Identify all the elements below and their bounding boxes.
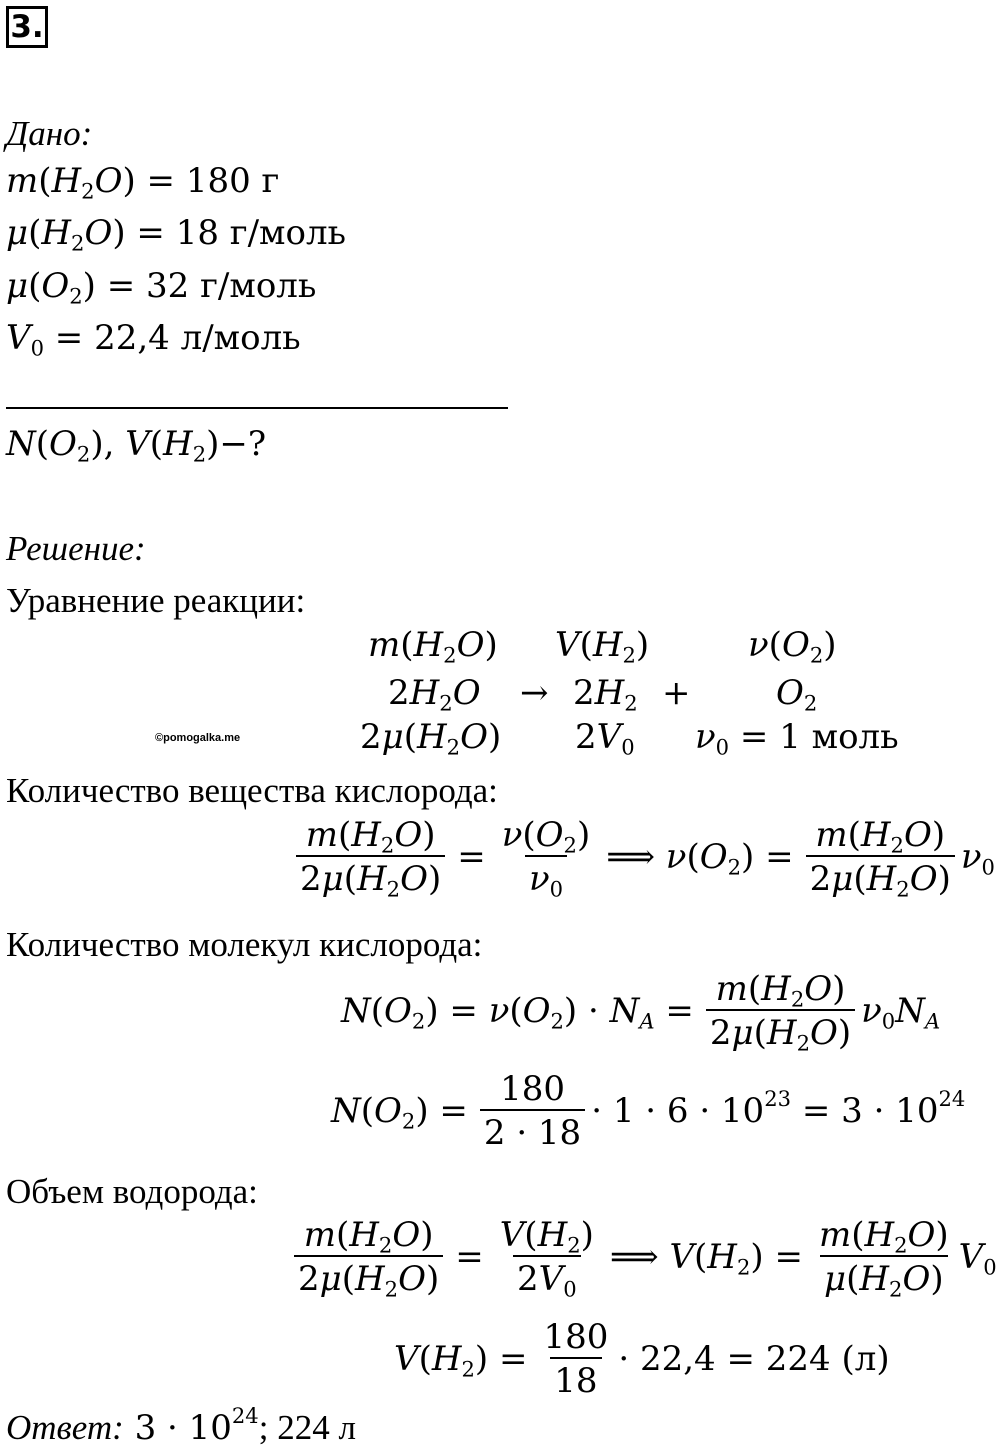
nu0-value: 1 моль: [779, 717, 899, 757]
reaction-product-h2: $2H_2$: [573, 673, 638, 716]
reaction-top-amount: $\nu(O_2)$: [748, 625, 837, 668]
molecules-equation: $N(O_2) = \nu(O_2) \cdot N_A$ = $\frac{m(H_2O)}{2\mu(H_2O)}$ $\nu_0N_A$: [341, 969, 941, 1056]
given-mass-water: $m(H_2O) = 180$ г: [6, 161, 280, 204]
fraction-mass-over-2mu: $\frac{m(H_2O)}{2\mu(H_2O)}$: [296, 818, 445, 896]
volume-calc: $V(H_2)$ = $\frac{180}{18}$ · 22,4 = 224 (л): [394, 1317, 890, 1401]
find-line: $N(O_2)$, $V(H_2)-$?: [6, 424, 267, 467]
given-molar-water: $\mu(H_2O) = 18$ г/моль: [6, 213, 347, 256]
reaction-product-o2: $O_2$: [776, 673, 818, 716]
solution-heading: Решение:: [6, 529, 146, 568]
volume-label: Объем водорода:: [6, 1172, 258, 1211]
reaction-reactant: $2H_2O$: [388, 673, 481, 716]
divider-line: [6, 407, 508, 409]
reaction-label: Уравнение реакции:: [6, 581, 306, 620]
watermark: ©pomogalka.me: [155, 732, 241, 744]
molar-oxygen-value: 32 г/моль: [146, 266, 317, 306]
reaction-bottom-mass: $2\mu(H_2O)$: [360, 717, 502, 760]
given-molar-oxygen: $\mu(O_2) = 32$ г/моль: [6, 266, 317, 309]
reaction-plus: +: [662, 673, 691, 713]
fraction-v-over-2v0: $\frac{V(H_2)}{2V_0}$: [499, 1215, 594, 1302]
answer-line: Ответ: $3 \cdot 10^{24}$; 224 л: [6, 1403, 356, 1448]
reaction-arrow: →: [520, 673, 549, 713]
fraction-mass-over-2mu-2: $\frac{m(H_2O)}{2\mu(H_2O)}$: [806, 818, 955, 896]
given-v0: $V_0 = 22,4$ л/моль: [6, 318, 301, 361]
answer-label: Ответ:: [6, 1408, 124, 1447]
fraction-mass-over-2mu-3: $\frac{m(H_2O)}{2\mu(H_2O)}$: [706, 972, 855, 1050]
problem-number: 3.: [6, 6, 48, 48]
find-suffix: −?: [219, 424, 267, 464]
reaction-bottom-amount: $\nu_0 = 1$ моль: [695, 717, 899, 760]
molecules-label: Количество молекул кислорода:: [6, 925, 483, 964]
reaction-top-volume: $V(H_2)$: [555, 625, 650, 668]
fraction-180-over-18: $\frac{180}{18}$: [543, 1317, 609, 1401]
fraction-mass-over-2mu-4: $\frac{m(H_2O)}{2\mu(H_2O)}$: [294, 1218, 443, 1296]
amount-equation: $\frac{m(H_2O)}{2\mu(H_2O)}$ = $\frac{\nu(O_2)}{\nu_0}$ ⟹ $\nu(O_2)$ = $\frac{m(H_2O)}{2\mu(H_2O)}$ $\nu_0$: [290, 818, 1001, 896]
molecules-calc: $N(O_2)$ = $\frac{180}{2 \cdot 18}$ · $1 \cdot 6 \cdot 10^{23} = 3 \cdot 10^{24}$: [331, 1069, 966, 1153]
molar-water-value: 18 г/моль: [175, 213, 347, 253]
mass-water-value: 180 г: [185, 161, 280, 201]
given-heading: Дано:: [6, 114, 93, 153]
fraction-180-over-2x18: $\frac{180}{2 \cdot 18}$: [480, 1072, 585, 1150]
v0-value: 22,4 л/моль: [94, 318, 301, 358]
fraction-nu-over-nu0: $\frac{\nu(O_2)}{\nu_0}$: [501, 815, 591, 902]
amount-label: Количество вещества кислорода:: [6, 771, 498, 810]
reaction-top-mass: $m(H_2O)$: [368, 625, 498, 668]
fraction-mass-over-mu: $\frac{m(H_2O)}{\mu(H_2O)}$: [818, 1215, 949, 1302]
reaction-bottom-volume: $2V_0$: [575, 717, 635, 760]
volume-equation: $\frac{m(H_2O)}{2\mu(H_2O)}$ = $\frac{V(H_2)}{2V_0}$ ⟹ $V(H_2)$ = $\frac{m(H_2O)}{\mu(H_2O)}$ $V_0$: [288, 1218, 1003, 1296]
